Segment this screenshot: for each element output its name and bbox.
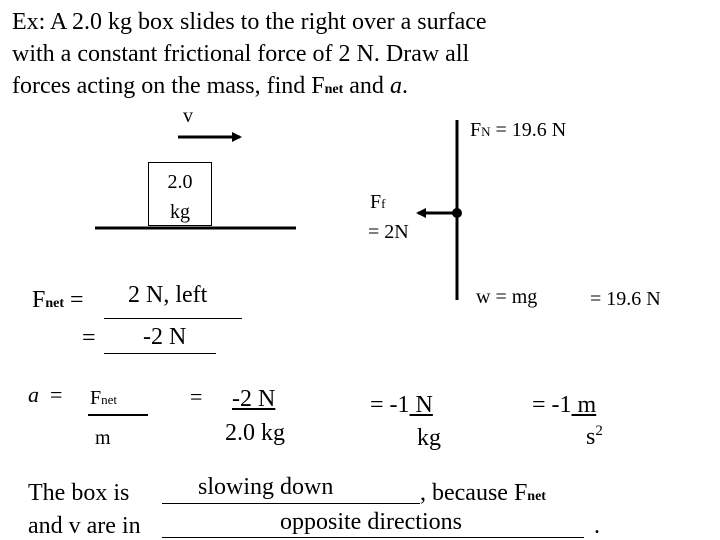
weight-value: = 19.6 N [590, 288, 661, 310]
fnet-equals: = [70, 287, 84, 313]
fnet-label [32, 288, 84, 312]
accel-var-row [28, 384, 62, 406]
mass-point [452, 208, 462, 218]
fnet-answer-2: -2 N [143, 324, 187, 350]
conclusion-answer-1: slowing down [198, 474, 334, 500]
conclusion-suffix-1 [420, 481, 546, 505]
box-mass-value: 2.0 [167, 171, 193, 193]
accel-den-seconds: s [586, 424, 596, 450]
accel-result-2 [532, 393, 596, 417]
fnet-answer-1: 2 N, left [128, 282, 208, 308]
accel-result-2-unit-num: m [571, 392, 597, 418]
conclusion-period: . [594, 513, 600, 539]
fnet-equals-2: = [82, 325, 96, 351]
accel-symbol: a [389, 73, 402, 99]
conclusion-blank-2 [162, 537, 584, 538]
box-mass-unit: kg [170, 201, 190, 223]
conclusion-because-text: , because F [420, 480, 528, 506]
accel-result-2-unit-den [586, 424, 603, 449]
velocity-label: v [183, 105, 193, 127]
accel-denominator: m [95, 427, 111, 449]
friction-force-subscript: f [381, 196, 386, 211]
accel-result-1 [370, 393, 433, 417]
friction-force-value: = 2N [368, 221, 409, 243]
accel-result-2-value: = -1 [532, 392, 572, 418]
accel-den-exponent: 2 [595, 423, 603, 439]
normal-force-subscript: N [481, 124, 491, 139]
accel-var: a [28, 382, 39, 407]
conclusion-prefix-1: The box is [28, 480, 130, 506]
conclusion-prefix-2: and v are in [28, 513, 141, 539]
problem-line-3-text: forces acting on the mass, find F [12, 73, 325, 99]
conclusion-fnet-subscript: net [527, 489, 546, 504]
fnet-subscript: net [324, 82, 344, 97]
normal-force-value: = 19.6 N [490, 119, 567, 141]
conclusion-answer-2: opposite directions [280, 509, 462, 535]
accel-result-1-value: = -1 [370, 392, 410, 418]
fnet-symbol: F [32, 287, 46, 313]
accel-den-2: 2.0 kg [225, 420, 285, 446]
accel-result-1-unit-num: N [409, 392, 433, 418]
problem-line-3-mid: and [343, 73, 390, 99]
fnet-subscript: net [45, 296, 65, 311]
friction-force-symbol: F [370, 191, 382, 213]
problem-line-2: with a constant frictional force of 2 N. Draw all [12, 41, 470, 67]
fnet-answer-blank-2 [104, 353, 216, 354]
accel-equals: = [50, 382, 63, 407]
normal-force-label [470, 120, 566, 140]
friction-force-label [370, 192, 385, 212]
accel-num-2: -2 N [232, 386, 276, 412]
problem-line-1: Ex: A 2.0 kg box slides to the right over a surface [12, 9, 487, 35]
accel-result-1-unit-den: kg [417, 425, 441, 451]
weight-label: w = mg [476, 286, 538, 308]
problem-line-3-end: . [401, 73, 408, 99]
fnet-answer-blank [104, 318, 242, 319]
accel-num-symbol: F [90, 387, 102, 409]
accel-numerator [90, 388, 117, 408]
mass-box [148, 162, 212, 226]
accel-num-subscript: net [101, 392, 118, 407]
conclusion-blank-1 [162, 503, 420, 504]
normal-force-symbol: F [470, 119, 482, 141]
accel-equals-2: = [190, 384, 203, 409]
